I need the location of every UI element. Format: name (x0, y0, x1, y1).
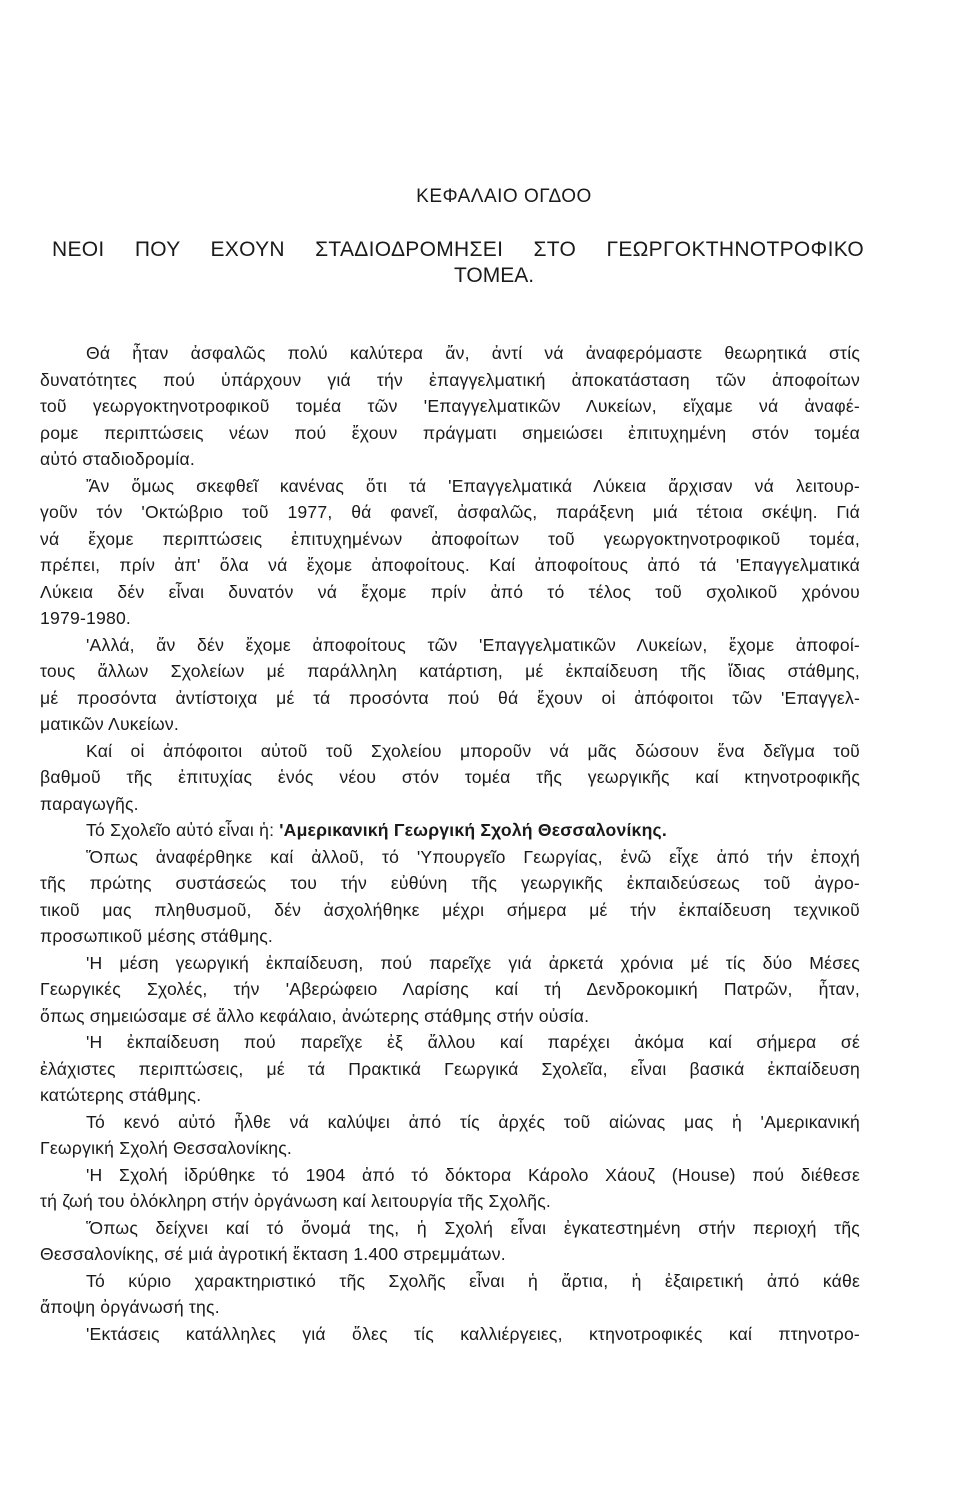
text-line: ματικῶν Λυκείων. (40, 714, 179, 734)
text-line: 'Η μέση γεωργική ἐκπαίδευση, πού παρεῖχε γιά ἀρκετά χρόνια μέ τίς δύο Μέσες (86, 952, 860, 973)
text-line: Θεσσαλονίκης, σέ μιά ἀγροτική ἔκταση 1.400 στρεμμάτων. (40, 1244, 506, 1264)
text-line: δυνατότητες πού ὑπάρχουν γιά τήν ἐπαγγελματική ἀποκατάσταση τῶν ἀποφοίτων (40, 369, 860, 390)
text-line: προσωπικοῦ μέσης στάθμης. (40, 926, 273, 946)
text-line: τικοῦ μας πληθυσμοῦ, δέν ἀσχολήθηκε μέχρι σήμερα μέ τήν ἐκπαίδευση τεχνικοῦ (40, 899, 860, 920)
text-line: πρέπει, πρίν ἀπ' ὅλα νά ἔχομε ἀποφοίτους. Καί ἀποφοίτους ἀπό τά 'Επαγγελματικά (40, 555, 860, 575)
text-line: νά ἔχομε περιπτώσεις ἐπιτυχημένων ἀποφοίτων τοῦ γεωργοκτηνοτροφικοῦ τομέα, (40, 528, 860, 549)
text-line: 'Η ἐκπαίδευση πού παρεῖχε ἐξ ἄλλου καί παρέχει ἀκόμα καί σήμερα σέ (86, 1032, 860, 1052)
text-line: τῆς πρώτης συστάσεώς του τήν εὐθύνη τῆς γεωργικῆς ἐκπαιδεύσεως τοῦ ἀγρο- (40, 873, 860, 893)
text-line: Γεωργικές Σχολές, τήν 'Αβερώφειο Λαρίσης καί τή Δενδροκομική Πατρῶν, ἦταν, (40, 979, 860, 999)
chapter-heading: ΚΕΦΑΛΑΙΟ ΟΓΔΟΟ (416, 186, 592, 207)
chapter-title-line-2: ΤΟΜΕΑ. (453, 264, 535, 287)
text-line: Ἄν ὅμως σκεφθεῖ κανένας ὅτι τά 'Επαγγελματικά Λύκεια ἄρχισαν νά λειτουρ- (86, 475, 860, 496)
text-line: Καί οἱ ἀπόφοιτοι αὐτοῦ τοῦ Σχολείου μποροῦν νά μᾶς δώσουν ἕνα δεῖγμα τοῦ (86, 740, 860, 761)
chapter-title-line-1: ΝΕΟΙ ΠΟΥ ΕΧΟΥΝ ΣΤΑΔΙΟΔΡΟΜΗΣΕΙ ΣΤΟ ΓΕΩΡΓΟΚΤΗΝΟΤΡΟΦΙΚΟ (52, 238, 864, 261)
text-line: τοῦ γεωργοκτηνοτροφικοῦ τομέα τῶν 'Επαγγελματικῶν Λυκείων, εἴχαμε νά ἀναφέ- (40, 396, 860, 416)
text-line: ρομε περιπτώσεις νέων πού ἔχουν πράγματι σημειώσει ἐπιτυχημένη στόν τομέα (40, 422, 860, 443)
text-line: ὅπως σημειώσαμε σέ ἄλλο κεφάλαιο, ἀνώτερης στάθμης στήν οὐσία. (40, 1005, 590, 1026)
text-line: Ὅπως ἀναφέρθηκε καί ἀλλοῦ, τό 'Υπουργεῖο Γεωργίας, ἐνῶ εἶχε ἀπό τήν ἐποχή (86, 846, 860, 867)
text-line: ἄποψη ὀργάνωσή της. (40, 1297, 220, 1317)
text-line: ἐλάχιστες περιπτώσεις, μέ τά Πρακτικά Γεωργικά Σχολεῖα, εἶναι βασικά ἐκπαίδευση (40, 1058, 860, 1079)
text-line: αὐτό σταδιοδρομία. (40, 449, 195, 469)
text-line: βαθμοῦ τῆς ἐπιτυχίας ἑνός νέου στόν τομέα τῆς γεωργικῆς καί κτηνοτροφικῆς (40, 767, 860, 787)
text-line: 'Αλλά, ἄν δέν ἔχομε ἀποφοίτους τῶν 'Επαγγελματικῶν Λυκείων, ἔχομε ἀποφοί- (86, 634, 860, 655)
text-line: Λύκεια δέν εἶναι δυνατόν νά ἔχομε πρίν ἀπό τό τέλος τοῦ σχολικοῦ χρόνου (40, 581, 860, 602)
text-line: Θά ἦταν ἀσφαλῶς πολύ καλύτερα ἄν, ἀντί νά ἀναφερόμαστε θεωρητικά στίς (86, 343, 860, 363)
body-text (40, 340, 860, 1347)
text-line: 'Η Σχολή ἱδρύθηκε τό 1904 ἀπό τό δόκτορα Κάρολο Χάουζ (House) πού διέθεσε (86, 1164, 860, 1185)
text-line: Τό κενό αὐτό ἦλθε νά καλύψει ἀπό τίς ἀρχές τοῦ αἰώνας μας ἡ 'Αμερικανική (86, 1111, 860, 1132)
text-line (40, 817, 860, 844)
text-line: τή ζωή του ὁλόκληρη στήν ὀργάνωση καί λειτουργία τῆς Σχολῆς. (40, 1191, 551, 1211)
text-line: 1979-1980. (40, 608, 132, 628)
text-line: κατώτερης στάθμης. (40, 1085, 202, 1105)
school-name-bold: 'Αμερικανική Γεωργική Σχολή Θεσσαλονίκης. (279, 820, 667, 840)
text-line: γοῦν τόν 'Οκτώβριο τοῦ 1977, θά φανεῖ, ἀσφαλῶς, παράξενη μιά τέτοια σκέψη. Γιά (40, 502, 860, 522)
text-line: παραγωγῆς. (40, 793, 139, 814)
text-line: μέ προσόντα ἀντίστοιχα μέ τά προσόντα πού θά ἔχουν οἱ ἀπόφοιτοι τῶν 'Επαγγελ- (40, 687, 860, 708)
text-fragment: Τό Σχολεῖο αὐτό εἶναι ἡ: (86, 820, 280, 840)
text-line: Γεωργική Σχολή Θεσσαλονίκης. (40, 1138, 292, 1158)
text-line: Τό κύριο χαρακτηριστικό τῆς Σχολῆς εἶναι ἡ ἄρτια, ἡ ἐξαιρετική ἀπό κάθε (86, 1270, 860, 1291)
text-line: 'Εκτάσεις κατάλληλες γιά ὅλες τίς καλλιέργειες, κτηνοτροφικές καί πτηνοτρο- (86, 1323, 860, 1344)
text-line: Ὅπως δείχνει καί τό ὄνομά της, ἡ Σχολή εἶναι ἐγκατεστημένη στήν περιοχή τῆς (86, 1217, 860, 1238)
text-line: τους ἄλλων Σχολείων μέ παράλληλη κατάρτιση, μέ ἐκπαίδευση τῆς ἴδιας στάθμης, (40, 661, 860, 681)
